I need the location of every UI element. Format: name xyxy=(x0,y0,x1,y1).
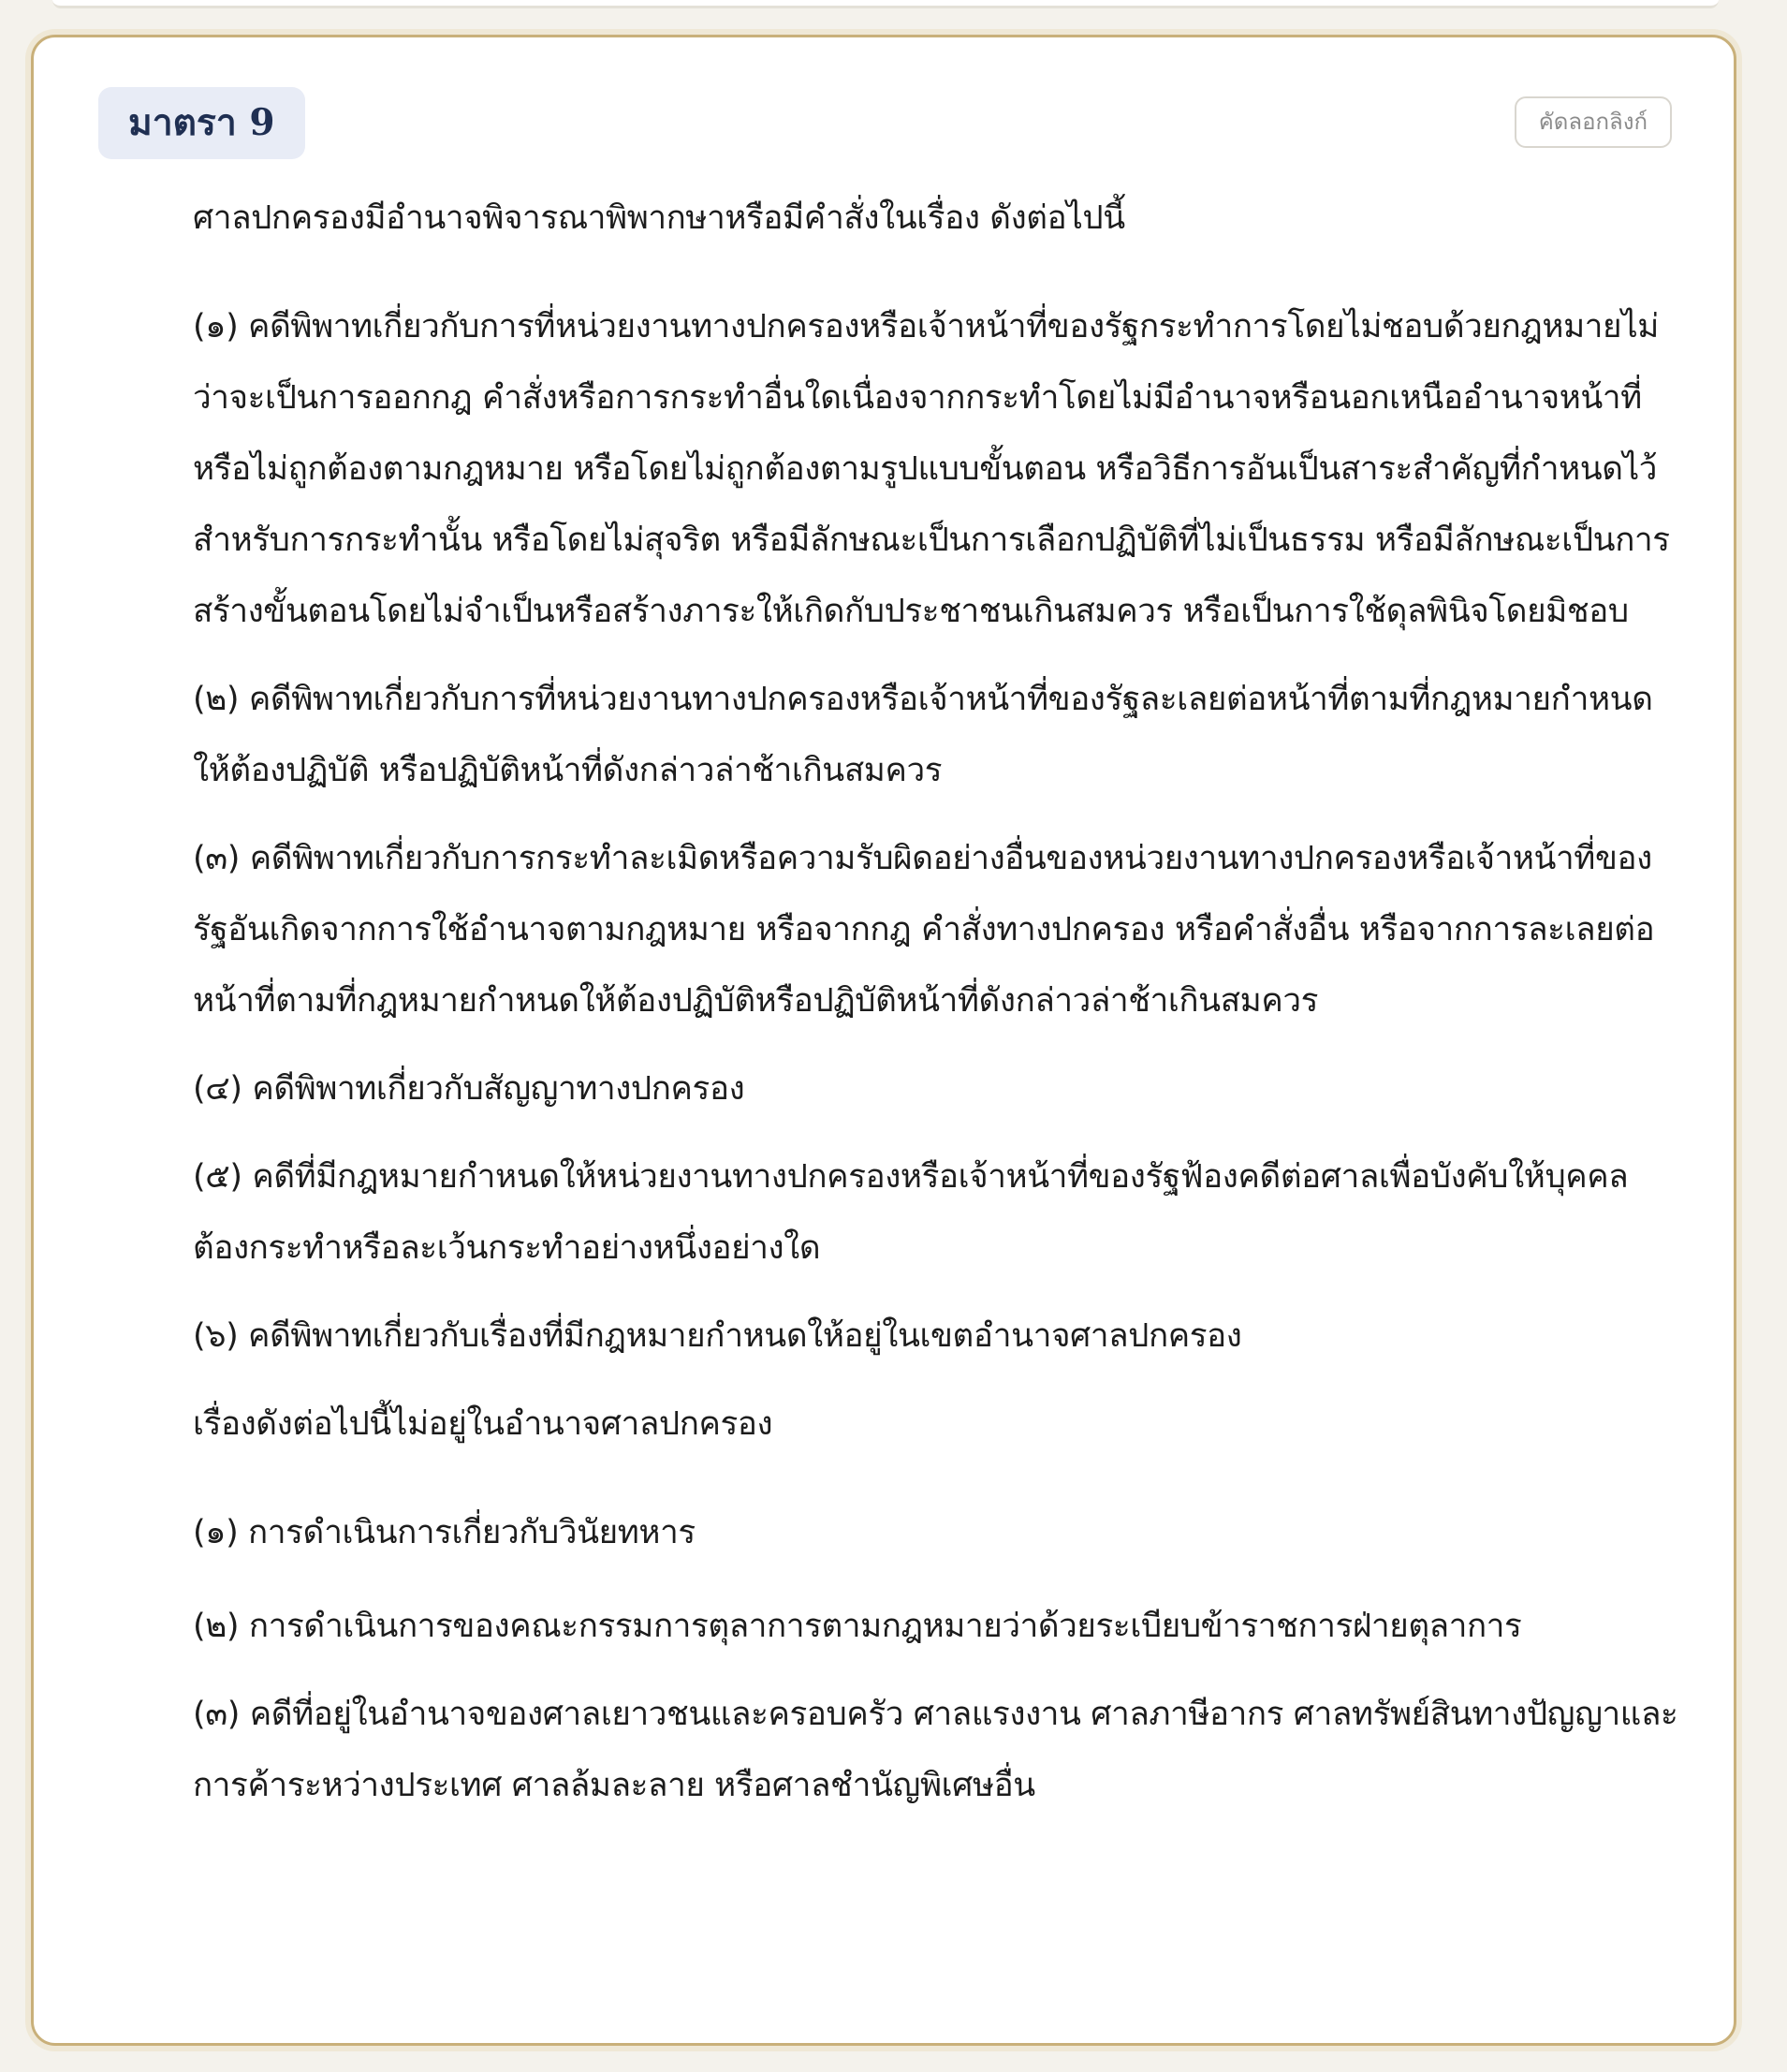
included-item-4: (๔) คดีพิพาทเกี่ยวกับสัญญาทางปกครอง xyxy=(193,1070,745,1108)
section-card xyxy=(31,35,1736,2046)
excluded-item-1: (๑) การดำเนินการเกี่ยวกับวินัยทหาร xyxy=(193,1514,696,1551)
included-item-6: (๖) คดีพิพาทเกี่ยวกับเรื่องที่มีกฎหมายกำหนดให้อยู่ในเขตอำนาจศาลปกครอง xyxy=(193,1317,1242,1355)
excluded-item-3: (๓) คดีที่อยู่ในอำนาจของศาลเยาวชนและครอบครัว ศาลแรงงาน ศาลภาษีอากร ศาลทรัพย์สินทางปัญญาและการค้าระหว่างประเทศ ศาลล้มละลาย หรือศาลชำนัญพิเศษอื่น xyxy=(193,1696,1678,1804)
copy-link-button[interactable]: คัดลอกลิงก์ xyxy=(1515,96,1672,148)
section-number-badge: มาตรา 9 xyxy=(98,87,305,159)
excluded-intro: เรื่องดังต่อไปนี้ไม่อยู่ในอำนาจศาลปกครอง xyxy=(193,1405,773,1443)
included-item-3: (๓) คดีพิพาทเกี่ยวกับการกระทำละเมิดหรือความรับผิดอย่างอื่นของหน่วยงานทางปกครองหรือเจ้าหน้าที่ของรัฐอันเกิดจากการใช้อำนาจตามกฎหมาย หรือจากกฎ คำสั่งทางปกครอง หรือคำสั่งอื่น หรือจากการละเลยต่อหน้าที่ตามที่กฎหมายกำหนดให้ต้องปฏิบัติหรือปฏิบัติหน้าที่ดังกล่าวล่าช้าเกินสมควร xyxy=(193,840,1655,1020)
included-item-2: (๒) คดีพิพาทเกี่ยวกับการที่หน่วยงานทางปกครองหรือเจ้าหน้าที่ของรัฐละเลยต่อหน้าที่ตามที่กฎหมายกำหนดให้ต้องปฏิบัติ หรือปฏิบัติหน้าที่ดังกล่าวล่าช้าเกินสมควร xyxy=(193,681,1653,789)
section-intro: ศาลปกครองมีอำนาจพิจารณาพิพากษาหรือมีคำสั่งในเรื่อง ดังต่อไปนี้ xyxy=(193,199,1125,237)
included-item-5: (๕) คดีที่มีกฎหมายกำหนดให้หน่วยงานทางปกครองหรือเจ้าหน้าที่ของรัฐฟ้องคดีต่อศาลเพื่อบังคับให้บุคคลต้องกระทำหรือละเว้นกระทำอย่างหนึ่งอย่างใด xyxy=(193,1158,1629,1267)
previous-card-edge xyxy=(52,0,1719,8)
included-item-1: (๑) คดีพิพาทเกี่ยวกับการที่หน่วยงานทางปกครองหรือเจ้าหน้าที่ของรัฐกระทำการโดยไม่ชอบด้วยกฎหมายไม่ว่าจะเป็นการออกกฎ คำสั่งหรือการกระทำอื่นใดเนื่องจากกระทำโดยไม่มีอำนาจหรือนอกเหนืออำนาจหน้าที่หรือไม่ถูกต้องตามกฎหมาย หรือโดยไม่ถูกต้องตามรูปแบบขั้นตอน หรือวิธีการอันเป็นสาระสำคัญที่กำหนดไว้สำหรับการกระทำนั้น หรือโดยไม่สุจริต หรือมีลักษณะเป็นการเลือกปฏิบัติที่ไม่เป็นธรรม หรือมีลักษณะเป็นการสร้างขั้นตอนโดยไม่จำเป็นหรือสร้างภาระให้เกิดกับประชาชนเกินสมควร หรือเป็นการใช้ดุลพินิจโดยมิชอบ xyxy=(193,308,1670,630)
excluded-item-2: (๒) การดำเนินการของคณะกรรมการตุลาการตามกฎหมายว่าด้วยระเบียบข้าราชการฝ่ายตุลาการ xyxy=(193,1608,1522,1645)
section-body xyxy=(193,183,1681,1821)
